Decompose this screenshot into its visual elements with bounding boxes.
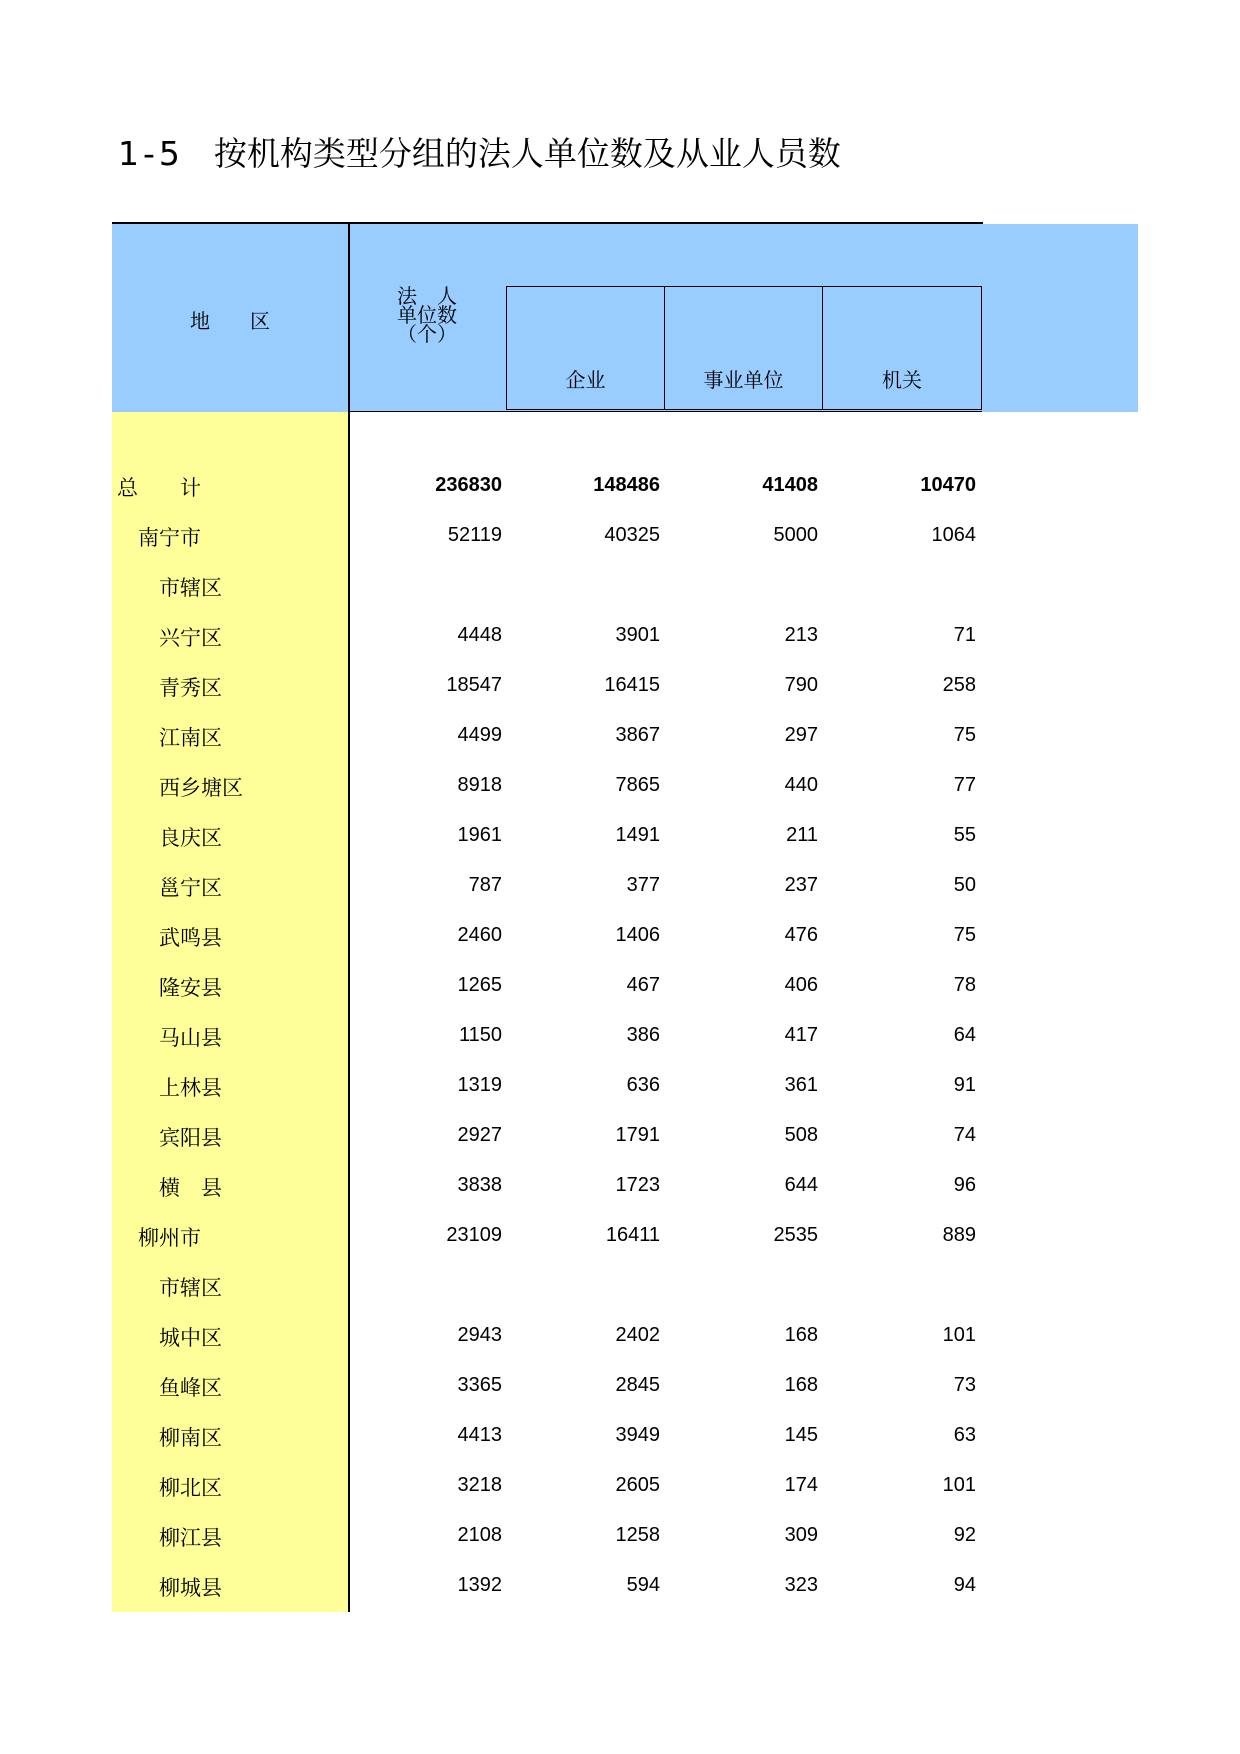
legal-units-value: 4413	[457, 1424, 502, 1446]
header-institution: 事业单位	[664, 286, 823, 410]
legal-units-value: 4499	[457, 724, 502, 746]
institution-value: 145	[784, 1424, 818, 1446]
legal-units-value: 1392	[457, 1574, 502, 1596]
table-row	[112, 1012, 992, 1062]
table-row	[112, 612, 992, 662]
government-value: 1064	[931, 524, 976, 546]
institution-value: 309	[784, 1524, 818, 1546]
region-name: 鱼峰区	[159, 1376, 222, 1400]
table-row	[112, 762, 992, 812]
legal-units-value: 2943	[457, 1324, 502, 1346]
legal-units-value: 4448	[457, 624, 502, 646]
institution-value: 790	[784, 674, 818, 696]
institution-value: 213	[784, 624, 818, 646]
legal-units-value: 23109	[446, 1224, 502, 1246]
region-name: 柳南区	[159, 1426, 222, 1450]
institution-value: 323	[784, 1574, 818, 1596]
table-row	[112, 662, 992, 712]
region-name: 隆安县	[159, 976, 222, 1000]
table-row	[112, 1412, 992, 1462]
enterprise-value: 1791	[615, 1124, 660, 1146]
table-row	[112, 462, 992, 512]
legal-units-value: 18547	[446, 674, 502, 696]
table-row	[112, 1512, 992, 1562]
institution-value: 297	[784, 724, 818, 746]
table-row	[112, 1312, 992, 1362]
region-name: 武鸣县	[159, 926, 222, 950]
legal-units-value: 8918	[457, 774, 502, 796]
government-value: 78	[953, 974, 976, 996]
enterprise-value: 2605	[615, 1474, 660, 1496]
table-row	[112, 512, 992, 562]
government-value: 73	[953, 1374, 976, 1396]
enterprise-value: 16411	[605, 1224, 660, 1246]
government-value: 94	[953, 1574, 976, 1596]
government-value: 50	[953, 874, 976, 896]
enterprise-value: 3867	[615, 724, 660, 746]
table-row	[112, 1162, 992, 1212]
legal-units-value: 2108	[457, 1524, 502, 1546]
government-value: 55	[953, 824, 976, 846]
government-value: 75	[953, 924, 976, 946]
legal-units-value: 2927	[457, 1124, 502, 1146]
page-title	[118, 128, 841, 173]
table-row	[112, 812, 992, 862]
table-row	[112, 1462, 992, 1512]
government-value: 71	[953, 624, 976, 646]
table-row	[112, 1562, 992, 1612]
enterprise-value: 16415	[604, 674, 660, 696]
institution-value: 417	[784, 1024, 818, 1046]
header-legal-units	[352, 284, 502, 346]
region-name: 柳北区	[159, 1476, 222, 1500]
institution-value: 168	[784, 1324, 818, 1346]
enterprise-value: 594	[626, 1574, 660, 1596]
table-row	[112, 962, 992, 1012]
table-row	[112, 862, 992, 912]
enterprise-value: 40325	[604, 524, 660, 546]
table-row	[112, 1062, 992, 1112]
table-row	[112, 712, 992, 762]
government-value: 63	[953, 1424, 976, 1446]
legal-units-value: 2460	[457, 924, 502, 946]
header-region: 地 区	[190, 309, 270, 333]
government-value: 889	[942, 1224, 976, 1246]
region-name: 西乡塘区	[159, 776, 243, 800]
table-row	[112, 562, 992, 612]
region-name: 城中区	[159, 1326, 222, 1350]
region-name: 青秀区	[159, 676, 222, 700]
legal-units-value: 3365	[457, 1374, 502, 1396]
institution-value: 644	[784, 1174, 818, 1196]
government-value: 77	[953, 774, 976, 796]
table-row	[112, 1262, 992, 1312]
institution-value: 41408	[762, 474, 818, 496]
enterprise-value: 2845	[615, 1374, 660, 1396]
government-value: 92	[953, 1524, 976, 1546]
header-enterprise: 企业	[506, 286, 665, 410]
institution-value: 211	[786, 824, 818, 846]
region-name: 市辖区	[159, 576, 222, 600]
enterprise-value: 636	[626, 1074, 660, 1096]
government-value: 74	[953, 1124, 976, 1146]
region-name: 马山县	[159, 1026, 222, 1050]
enterprise-value: 2402	[615, 1324, 660, 1346]
legal-units-value: 52119	[447, 524, 502, 546]
legal-units-value: 3838	[457, 1174, 502, 1196]
region-name: 市辖区	[159, 1276, 222, 1300]
enterprise-value: 3949	[615, 1424, 660, 1446]
legal-units-value: 1150	[458, 1024, 502, 1046]
government-value: 101	[942, 1474, 976, 1496]
legal-units-value: 3218	[457, 1474, 502, 1496]
enterprise-value: 377	[626, 874, 660, 896]
region-name: 邕宁区	[159, 876, 222, 900]
enterprise-value: 3901	[615, 624, 660, 646]
institution-value: 440	[784, 774, 818, 796]
government-value: 10470	[920, 474, 976, 496]
enterprise-value: 1258	[615, 1524, 660, 1546]
enterprise-value: 386	[626, 1024, 660, 1046]
region-name: 江南区	[159, 726, 222, 750]
table-row	[112, 1112, 992, 1162]
institution-value: 361	[784, 1074, 818, 1096]
enterprise-value: 148486	[593, 474, 660, 496]
enterprise-value: 1491	[615, 824, 660, 846]
government-value: 91	[953, 1074, 976, 1096]
government-value: 258	[942, 674, 976, 696]
legal-units-value: 1319	[457, 1074, 502, 1096]
header-legal-line: 单位数	[397, 303, 457, 327]
enterprise-value: 1406	[615, 924, 660, 946]
institution-value: 237	[784, 874, 818, 896]
data-table-body	[112, 462, 992, 1612]
institution-value: 476	[784, 924, 818, 946]
header-legal-line: （个）	[397, 322, 457, 346]
institution-value: 406	[784, 974, 818, 996]
table-row	[112, 1212, 992, 1262]
government-value: 75	[953, 724, 976, 746]
region-name: 柳江县	[159, 1526, 222, 1550]
header-government: 机关	[822, 286, 982, 410]
header-legal-line: 法 人	[397, 284, 457, 308]
region-name: 柳州市	[138, 1226, 201, 1250]
institution-value: 2535	[773, 1224, 818, 1246]
government-value: 64	[953, 1024, 976, 1046]
table-title: 按机构类型分组的法人单位数及从业人员数	[213, 134, 841, 173]
header-bottom-rule	[348, 411, 982, 412]
government-value: 101	[942, 1324, 976, 1346]
region-name: 兴宁区	[159, 626, 222, 650]
legal-units-value: 236830	[435, 474, 502, 496]
enterprise-value: 467	[626, 974, 660, 996]
legal-units-value: 787	[468, 874, 502, 896]
region-name: 总 计	[117, 476, 201, 500]
region-name: 良庆区	[159, 826, 222, 850]
legal-units-value: 1961	[457, 824, 502, 846]
institution-value: 508	[784, 1124, 818, 1146]
legal-units-value: 1265	[457, 974, 502, 996]
enterprise-value: 1723	[615, 1174, 660, 1196]
region-name: 宾阳县	[159, 1126, 222, 1150]
table-row	[112, 912, 992, 962]
region-name: 上林县	[159, 1076, 222, 1100]
region-name: 横 县	[159, 1176, 222, 1200]
institution-value: 174	[784, 1474, 818, 1496]
institution-value: 5000	[773, 524, 818, 546]
government-value: 96	[953, 1174, 976, 1196]
table-row	[112, 1362, 992, 1412]
enterprise-value: 7865	[615, 774, 660, 796]
table-number: 1-5	[118, 134, 184, 173]
institution-value: 168	[784, 1374, 818, 1396]
region-name: 柳城县	[159, 1576, 222, 1600]
region-name: 南宁市	[138, 526, 201, 550]
